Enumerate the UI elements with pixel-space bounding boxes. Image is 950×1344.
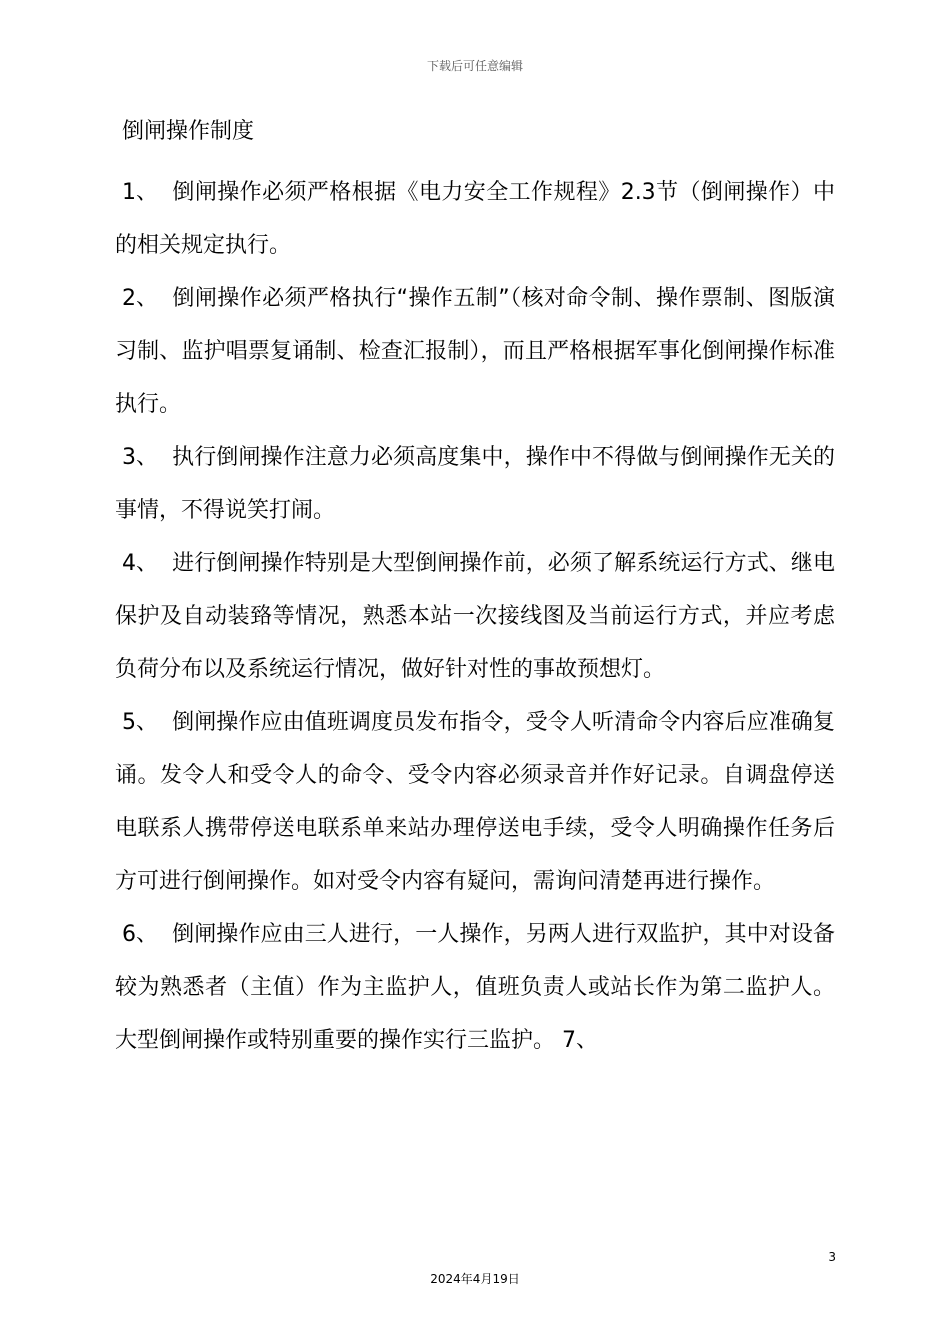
- paragraph-number: 2、: [122, 286, 158, 311]
- document-title: 倒闸操作制度: [122, 119, 255, 144]
- paragraph-number: 5、: [122, 710, 158, 735]
- paragraph-5: [115, 696, 835, 908]
- paragraph-number: 6、: [122, 922, 158, 947]
- paragraph-number: 4、: [122, 551, 158, 576]
- paragraph-text: 倒闸操作应由三人进行，一人操作，另两人进行双监护，其中对设备较为熟悉者（主值）作为主监护人，值班负责人或站长作为第二监护人。大型倒闸操作或特别重要的操作实行三监护。 7、: [115, 922, 835, 1053]
- footer-date: 2024年4月19日: [430, 1272, 520, 1286]
- paragraph-text: 进行倒闸操作特别是大型倒闸操作前，必须了解系统运行方式、继电保护及自动装臵等情况，熟悉本站一次接线图及当前运行方式，并应考虑负荷分布以及系统运行情况，做好针对性的事故预想灯。: [115, 551, 835, 682]
- paragraph-number: 3、: [122, 445, 158, 470]
- paragraph-6: [115, 908, 835, 1067]
- page-number: 3: [828, 1250, 836, 1264]
- paragraph-1: [115, 166, 835, 272]
- paragraph-2: [115, 272, 835, 431]
- paragraph-4: [115, 537, 835, 696]
- page-header: 下载后可任意编辑: [426, 59, 523, 73]
- paragraph-3: [115, 431, 835, 537]
- document-body: [115, 112, 835, 1067]
- paragraph-text: 执行倒闸操作注意力必须高度集中，操作中不得做与倒闸操作无关的事情，不得说笑打闹。: [115, 445, 835, 523]
- paragraph-number: 1、: [122, 180, 158, 205]
- paragraph-text: 倒闸操作必须严格根据《电力安全工作规程》2.3节（倒闸操作）中的相关规定执行。: [115, 180, 835, 258]
- paragraph-text: 倒闸操作应由值班调度员发布指令，受令人听清命令内容后应准确复诵。发令人和受令人的命令、受令内容必须录音并作好记录。自调盘停送电联系人携带停送电联系单来站办理停送电手续，受令人明确操作任务后方可进行倒闸操作。如对受令内容有疑问，需询问清楚再进行操作。: [115, 710, 835, 894]
- paragraph-text: 倒闸操作必须严格执行“操作五制”（核对命令制、操作票制、图版演习制、监护唱票复诵制、检查汇报制），而且严格根据军事化倒闸操作标准执行。: [115, 286, 835, 417]
